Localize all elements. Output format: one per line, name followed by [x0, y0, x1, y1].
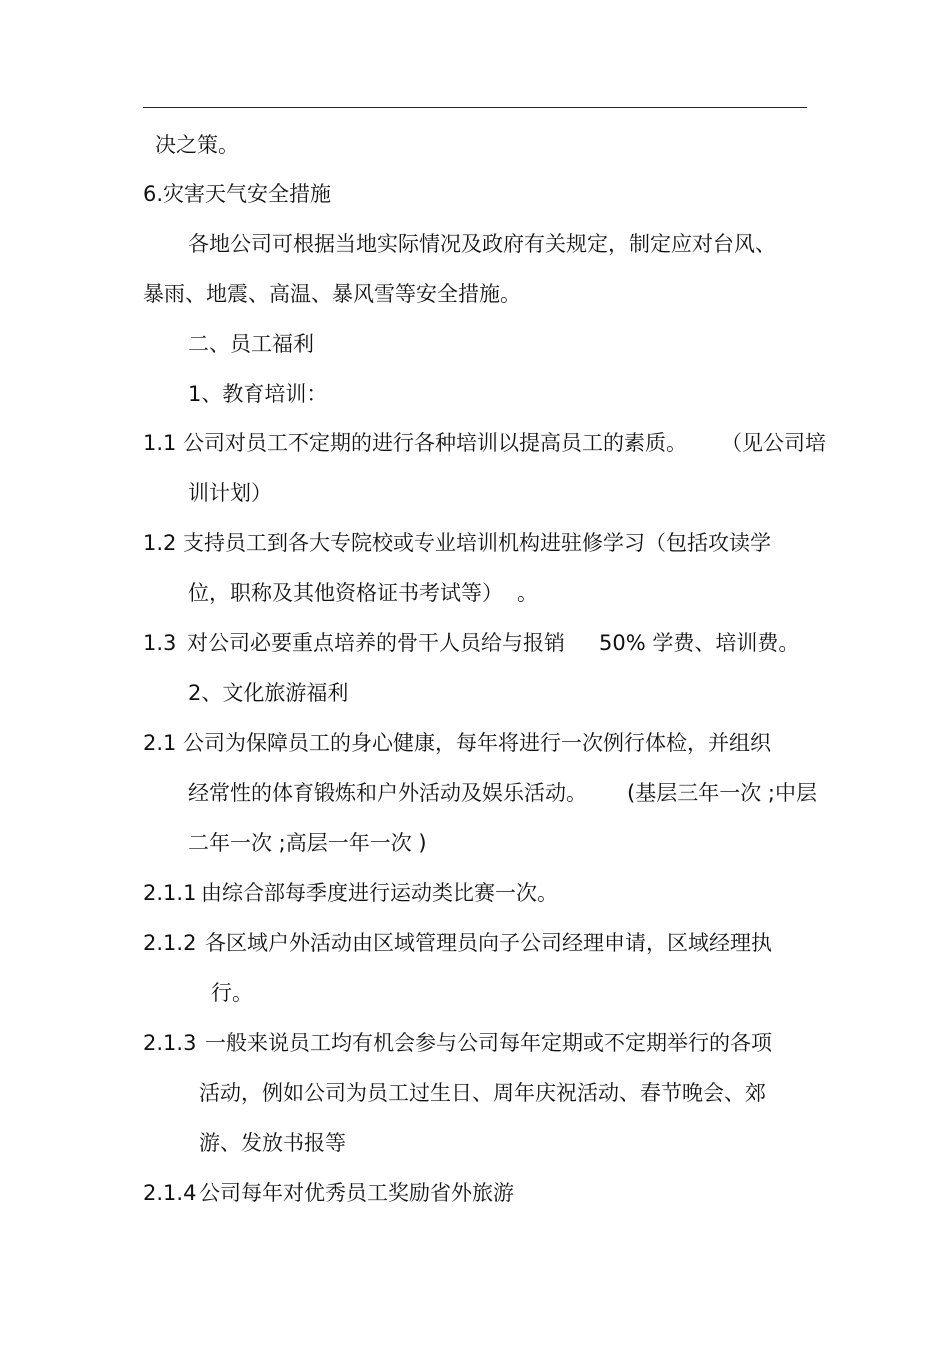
subsection-heading: 2、文化旅游福利	[188, 681, 349, 705]
item-text: 由综合部每季度进行运动类比赛一次。	[201, 881, 558, 905]
list-item	[143, 1179, 514, 1207]
section-heading: 6.灾害天气安全措施	[143, 182, 332, 206]
list-item	[143, 879, 558, 907]
item-number: 1.3	[143, 631, 177, 655]
list-item	[143, 529, 771, 557]
item-text: 公司为保障员工的身心健康，每年将进行一次例行体检，并组织	[183, 731, 771, 755]
item-number: 1.1	[143, 431, 177, 455]
item-text: 对公司必要重点培养的骨干人员给与报销	[187, 631, 565, 655]
item-text: 位，职称及其他资格证书考试等）	[188, 581, 503, 605]
subsection-heading: 1、教育培训：	[188, 382, 328, 406]
text-line: 决之策。	[155, 133, 239, 157]
list-item-continuation: 活动，例如公司为员工过生日、周年庆祝活动、春节晚会、郊	[199, 1081, 766, 1105]
list-item-continuation	[188, 579, 538, 607]
item-text: 一般来说员工均有机会参与公司每年定期或不定期举行的各项	[205, 1031, 772, 1055]
list-item	[143, 429, 826, 457]
item-text: 各区域户外活动由区域管理员向子公司经理申请，区域经理执	[205, 931, 772, 955]
item-text: 经常性的体育锻炼和户外活动及娱乐活动。	[188, 781, 587, 805]
list-item-continuation: 训计划）	[188, 481, 272, 505]
list-item-continuation	[188, 779, 817, 807]
item-text: 公司对员工不定期的进行各种培训以提高员工的素质。	[183, 431, 687, 455]
item-text-tail: 50% 学费、培训费。	[599, 631, 800, 655]
list-item-continuation: 二年一次 ;高层一年一次 )	[188, 831, 427, 855]
item-text-tail: (基层三年一次 ;中层	[627, 781, 817, 805]
item-number: 2.1.4	[143, 1181, 197, 1205]
list-item	[143, 729, 771, 757]
paragraph-line: 各地公司可根据当地实际情况及政府有关规定，制定应对台风、	[188, 232, 776, 256]
list-item-continuation: 行。	[211, 981, 253, 1005]
section-heading: 二、员工福利	[188, 332, 314, 356]
list-item	[143, 929, 772, 957]
item-text-tail: （见公司培	[721, 431, 826, 455]
item-number: 2.1.1	[143, 881, 197, 905]
item-number: 2.1.2	[143, 931, 197, 955]
list-item	[143, 629, 799, 657]
header-rule	[143, 107, 807, 108]
item-number: 2.1	[143, 731, 177, 755]
item-text: 支持员工到各大专院校或专业培训机构进驻修学习（包括攻读学	[183, 531, 771, 555]
item-text-tail: 。	[517, 581, 538, 605]
list-item-continuation: 游、发放书报等	[199, 1131, 346, 1155]
paragraph-line: 暴雨、地震、高温、暴风雪等安全措施。	[143, 282, 521, 306]
item-text: 公司每年对优秀员工奖励省外旅游	[199, 1181, 514, 1205]
item-number: 2.1.3	[143, 1031, 197, 1055]
item-number: 1.2	[143, 531, 177, 555]
list-item	[143, 1029, 772, 1057]
